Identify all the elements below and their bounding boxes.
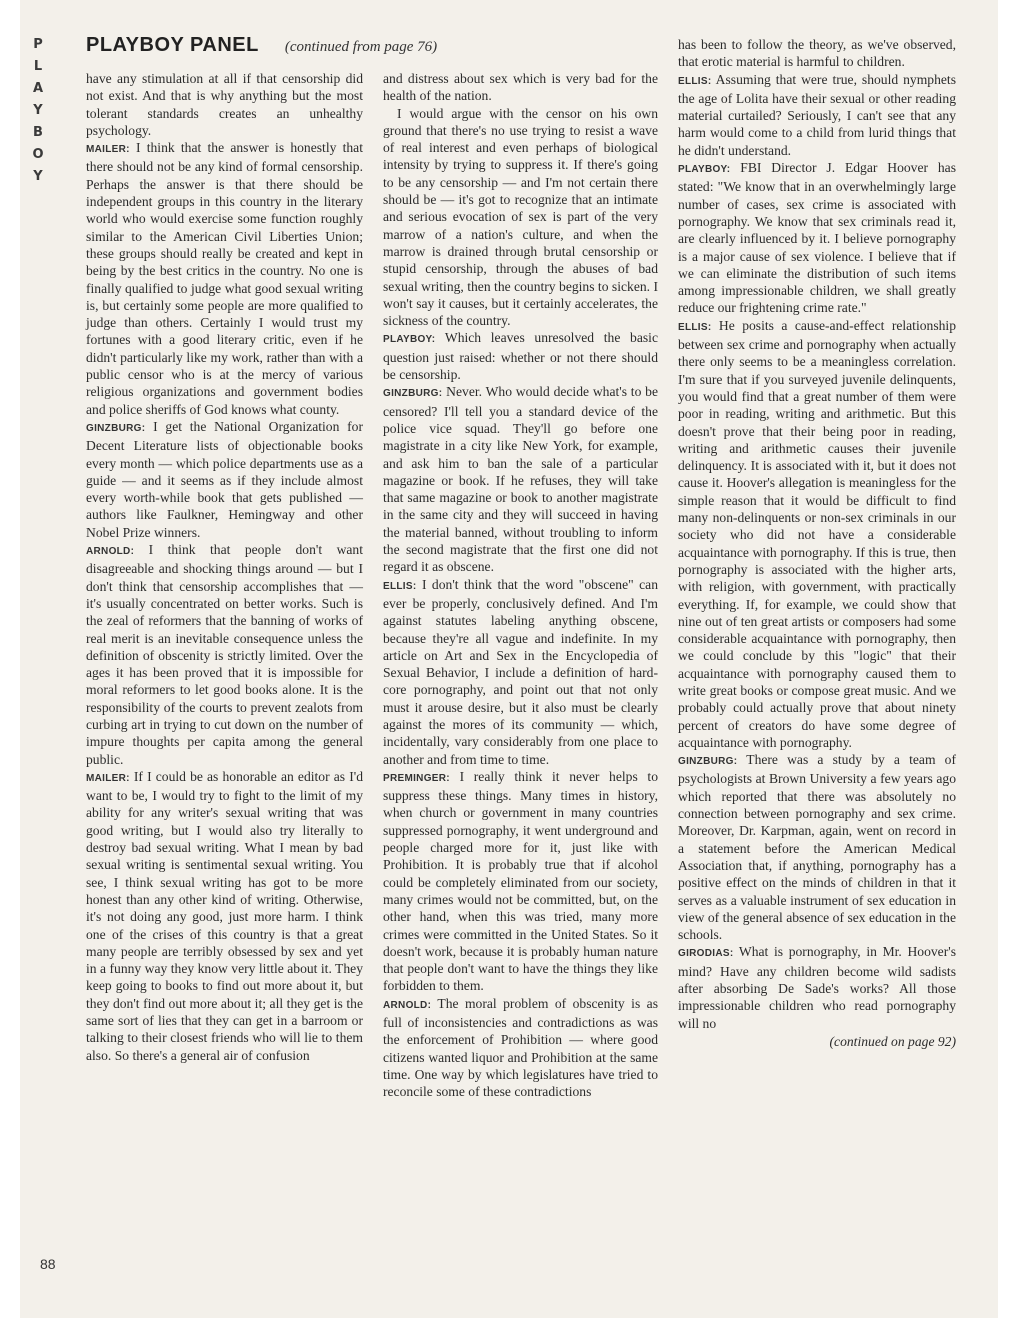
paragraph [383,576,658,768]
text-column-2 [383,70,658,1101]
page-number: 88 [40,1256,56,1272]
speaker-label: MAILER: [86,772,130,784]
paragraph-text: I think that the answer is honestly that there should not be any kind of formal censorship. Perhaps the answer is that there should be independent groups in this country in the literary world who would exercise some function roughly similar to the American Civil Liberties Union; these groups should really be created and kept in being by the best critics in the country. No one is finally qualified to judge what good sexual writing is, but certainly some people are more qualified to judge than others. Certainly I would trust my fortunes with a good literary critic, even if he didn't particularly like my work, rather than with a public censor who is at the mercy of various religious organizations and government bodies and police sheriffs of God knows what county. [86,140,363,417]
paragraph-text: Which leaves unresolved the basic question just raised: whether or not there should be censorship. [383,330,658,383]
paragraph [678,36,956,71]
speaker-label: PLAYBOY: [383,334,436,346]
paragraph-text: have any stimulation at all if that censorship did not exist. And that is why anything but the most tolerant standards creates an unhealthy psychology. [86,71,363,138]
paragraph-text: He posits a cause-and-effect relationship between sex crime and pornography when actually there only seems to be a meaningless correlation. I'm sure that if you surveyed juvenile delinquents, you would find that a great number of them were poor in reading, writing and arithmetic. But this doesn't prove that their being poor in reading, writing and arithmetic causes their juvenile delinquency. It is associated with it, but it does not cause it. Hoover's allegation is meaningless for the simple reason that it would be difficult to find many non-delinquents or non-sex criminals in our society who did not have a considerable acquaintance with pornography. If this is true, then pornography is associated with the higher arts, with religion, with government, with practically everything. If, for example, we could show that nine out of ten great artists or composers had some considerable acquaintance with pornography, then we could conclude by this "logic" that their acquaintance with pornography caused them to write great books or compose great music. And we probably could actually prove that about ninety percent of creators do have some degree of acquaintance with pornography. [678,317,956,750]
speaker-label: ARNOLD: [86,546,135,558]
speaker-label: MAILER: [86,144,130,156]
paragraph-text: Never. Who would decide what's to be censored? I'll tell you a standard device of the police vice squad. They'll go before one magistrate in a city like New York, for example, and ask him to ban the sale of a particular magazine or book. If he refuses, they will take that same magazine or book to another magistrate in the same city and they will succeed in having the material banned, without troubling to inform the second magistrate that the first one did not regard it as obscene. [383,384,658,575]
paragraph-text: What is pornography, in Mr. Hoover's mind? Have any children become wild sadists after absorbing De Sade's works? All those impressionable children who read pornography will no [678,944,956,1031]
paragraph-text: Assuming that were true, should nymphets the age of Lolita have their sexual or other reading material curtailed? Seriously, I can't see that any harm would come to a child from lurid things that he didn't understand. [678,71,956,158]
paragraph [383,105,658,330]
speaker-label: GINZBURG: [678,756,738,768]
paragraph-text: FBI Director J. Edgar Hoover has stated: "We know that in an overwhelmingly large number of cases, sex crime is associated with pornography. We know that sex criminals read it, are clearly influenced by it. I believe pornography is a major cause of sex violence. I believe that if we can eliminate the distribution of such items among impressionable children, we shall greatly reduce our frightening crime rate." [678,160,956,316]
paragraph-text: If I could be as honorable an editor as I'd want to be, I would try to fight to the limit of my ability for any writer's sexual writing that was good writing, but I would also try literally to destroy bad sexual writing. What I mean by bad sexual writing is sentimental sexual writing. You see, I think sexual writing has got to be more honest than any other kind of writing. Otherwise, it's not doing any good, just more harm. I think one of the crises of this country is that a great many people are terribly obsessed by sex and yet in a funny way they know very little about it. They keep going to books to find out more about it, but they don't find out more about it; all they get is the same sort of lies that they can get in a barroom or talking to their closest friends who will lie to them also. So there's a general air of confusion [86,768,363,1063]
continued-note: (continued from page 76) [284,39,438,55]
speaker-label: GINZBURG: [383,388,443,400]
paragraph [383,768,658,995]
paragraph-text: I really think it never helps to suppress these things. Many times in history, when church or government in many countries suppressed pornography, it went underground and people charged more for it, just like with Prohibition. It is probably true that if alcohol could be completely eliminated from our society, many crimes would not be committed, but, on the other hand, when this was tried, many more crimes were committed in the United States. So it doesn't work, because it is probably human nature that people don't want to have the things they like forbidden to them. [383,768,658,994]
paragraph [678,943,956,1031]
paragraph-text: I would argue with the censor on his own ground that there's no use trying to resist a wave of real interest and even perhaps of biological intensity by trying to suppress it. If there's going to be any censorship — and I'm not certain there should be — it's got to recognize that an intimate and serious evocation of sex is part of the very marrow of a nation's culture, and when the marrow is drained through brutal censorship or stupid censorship, through the abuses of bad sexual writing, then the country begins to sicken. I won't say it causes, but it certainly accelerates, the sickness of the country. [383,105,658,329]
speaker-label: GIRODIAS: [678,948,734,960]
paragraph [86,768,363,1064]
paragraph [86,70,363,139]
speaker-label: ELLIS: [383,580,417,592]
paragraph [86,541,363,768]
paragraph-text: I think that people don't want disagreeable and shocking things around — but I don't think that censorship accomplishes that — it's usually concentrated on better works. Such is the zeal of reformers that the banning of works of real merit is an inevitable consequence unless the definition of obscenity is strictly limited. Over the ages it has been proved that it is impossible for moral reformers to let good books alone. It is the responsibility of the courts to prevent zealots from curbing art in trying to cut down on the number of impure thoughts per capita among the general public. [86,542,363,767]
paragraph-text: I get the National Organization for Decent Literature lists of objectionable books every month — which police departments use as a guide — and it seems as if they include almost every worth-while book that gets published — authors like Faulkner, Hemingway and other Nobel Prize winners. [86,418,363,540]
paragraph-text: and distress about sex which is very bad for the health of the nation. [383,71,658,104]
paragraph [383,383,658,575]
text-column-3 [678,36,956,1050]
speaker-label: PREMINGER: [383,772,450,784]
speaker-label: ELLIS: [678,321,712,333]
paragraph [678,71,956,159]
paragraph-text: I don't think that the word "obscene" can ever be properly, conclusively defined. And I'm against statutes labeling anything obscene, because they're all vague and indefinite. In my article on Art and Sex in the Encyclopedia of Sexual Behavior, I include a definition of hard-core pornography, and point out that not only must it arouse desire, but it also must be clearly against the mores of its community — which, incidentally, vary considerably from one place to another and from time to time. [383,576,658,767]
paragraph [383,995,658,1101]
paragraph [678,751,956,943]
side-magazine-label: P L A Y B O Y [32,37,44,184]
paragraph [86,418,363,541]
text-column-1 [86,70,363,1064]
speaker-label: ARNOLD: [383,999,432,1011]
speaker-label: GINZBURG: [86,422,146,434]
speaker-label: PLAYBOY: [678,164,731,176]
paragraph-text: The moral problem of obscenity is as full of inconsistencies and contradictions as was the enforcement of Prohibition — where good citizens wanted liquor and Prohibition at the same time. One way by which legislatures have tried to reconcile some of these contradictions [383,995,658,1100]
speaker-label: ELLIS: [678,75,712,87]
paragraph [86,139,363,418]
continued-footer: (continued on page 92) [829,1033,956,1049]
paragraph [678,159,956,317]
paragraph [383,329,658,383]
paragraph [383,70,658,105]
page-header [86,34,437,60]
paragraph-text: There was a study by a team of psychologists at Brown University a few years ago which reported that there was absolutely no connection between pornography and sex crime. Moreover, Dr. Karpman, again, went on record in a statement before the American Medical Association that, if anything, pornography has a positive effect on the minds of children in that it serves as a valuable instrument of sex education in view of the general absence of sex education in the schools. [678,752,956,943]
paragraph [678,317,956,751]
page-title: PLAYBOY PANEL [86,34,259,56]
paragraph-text: has been to follow the theory, as we've observed, that erotic material is harmful to children. [678,37,956,70]
